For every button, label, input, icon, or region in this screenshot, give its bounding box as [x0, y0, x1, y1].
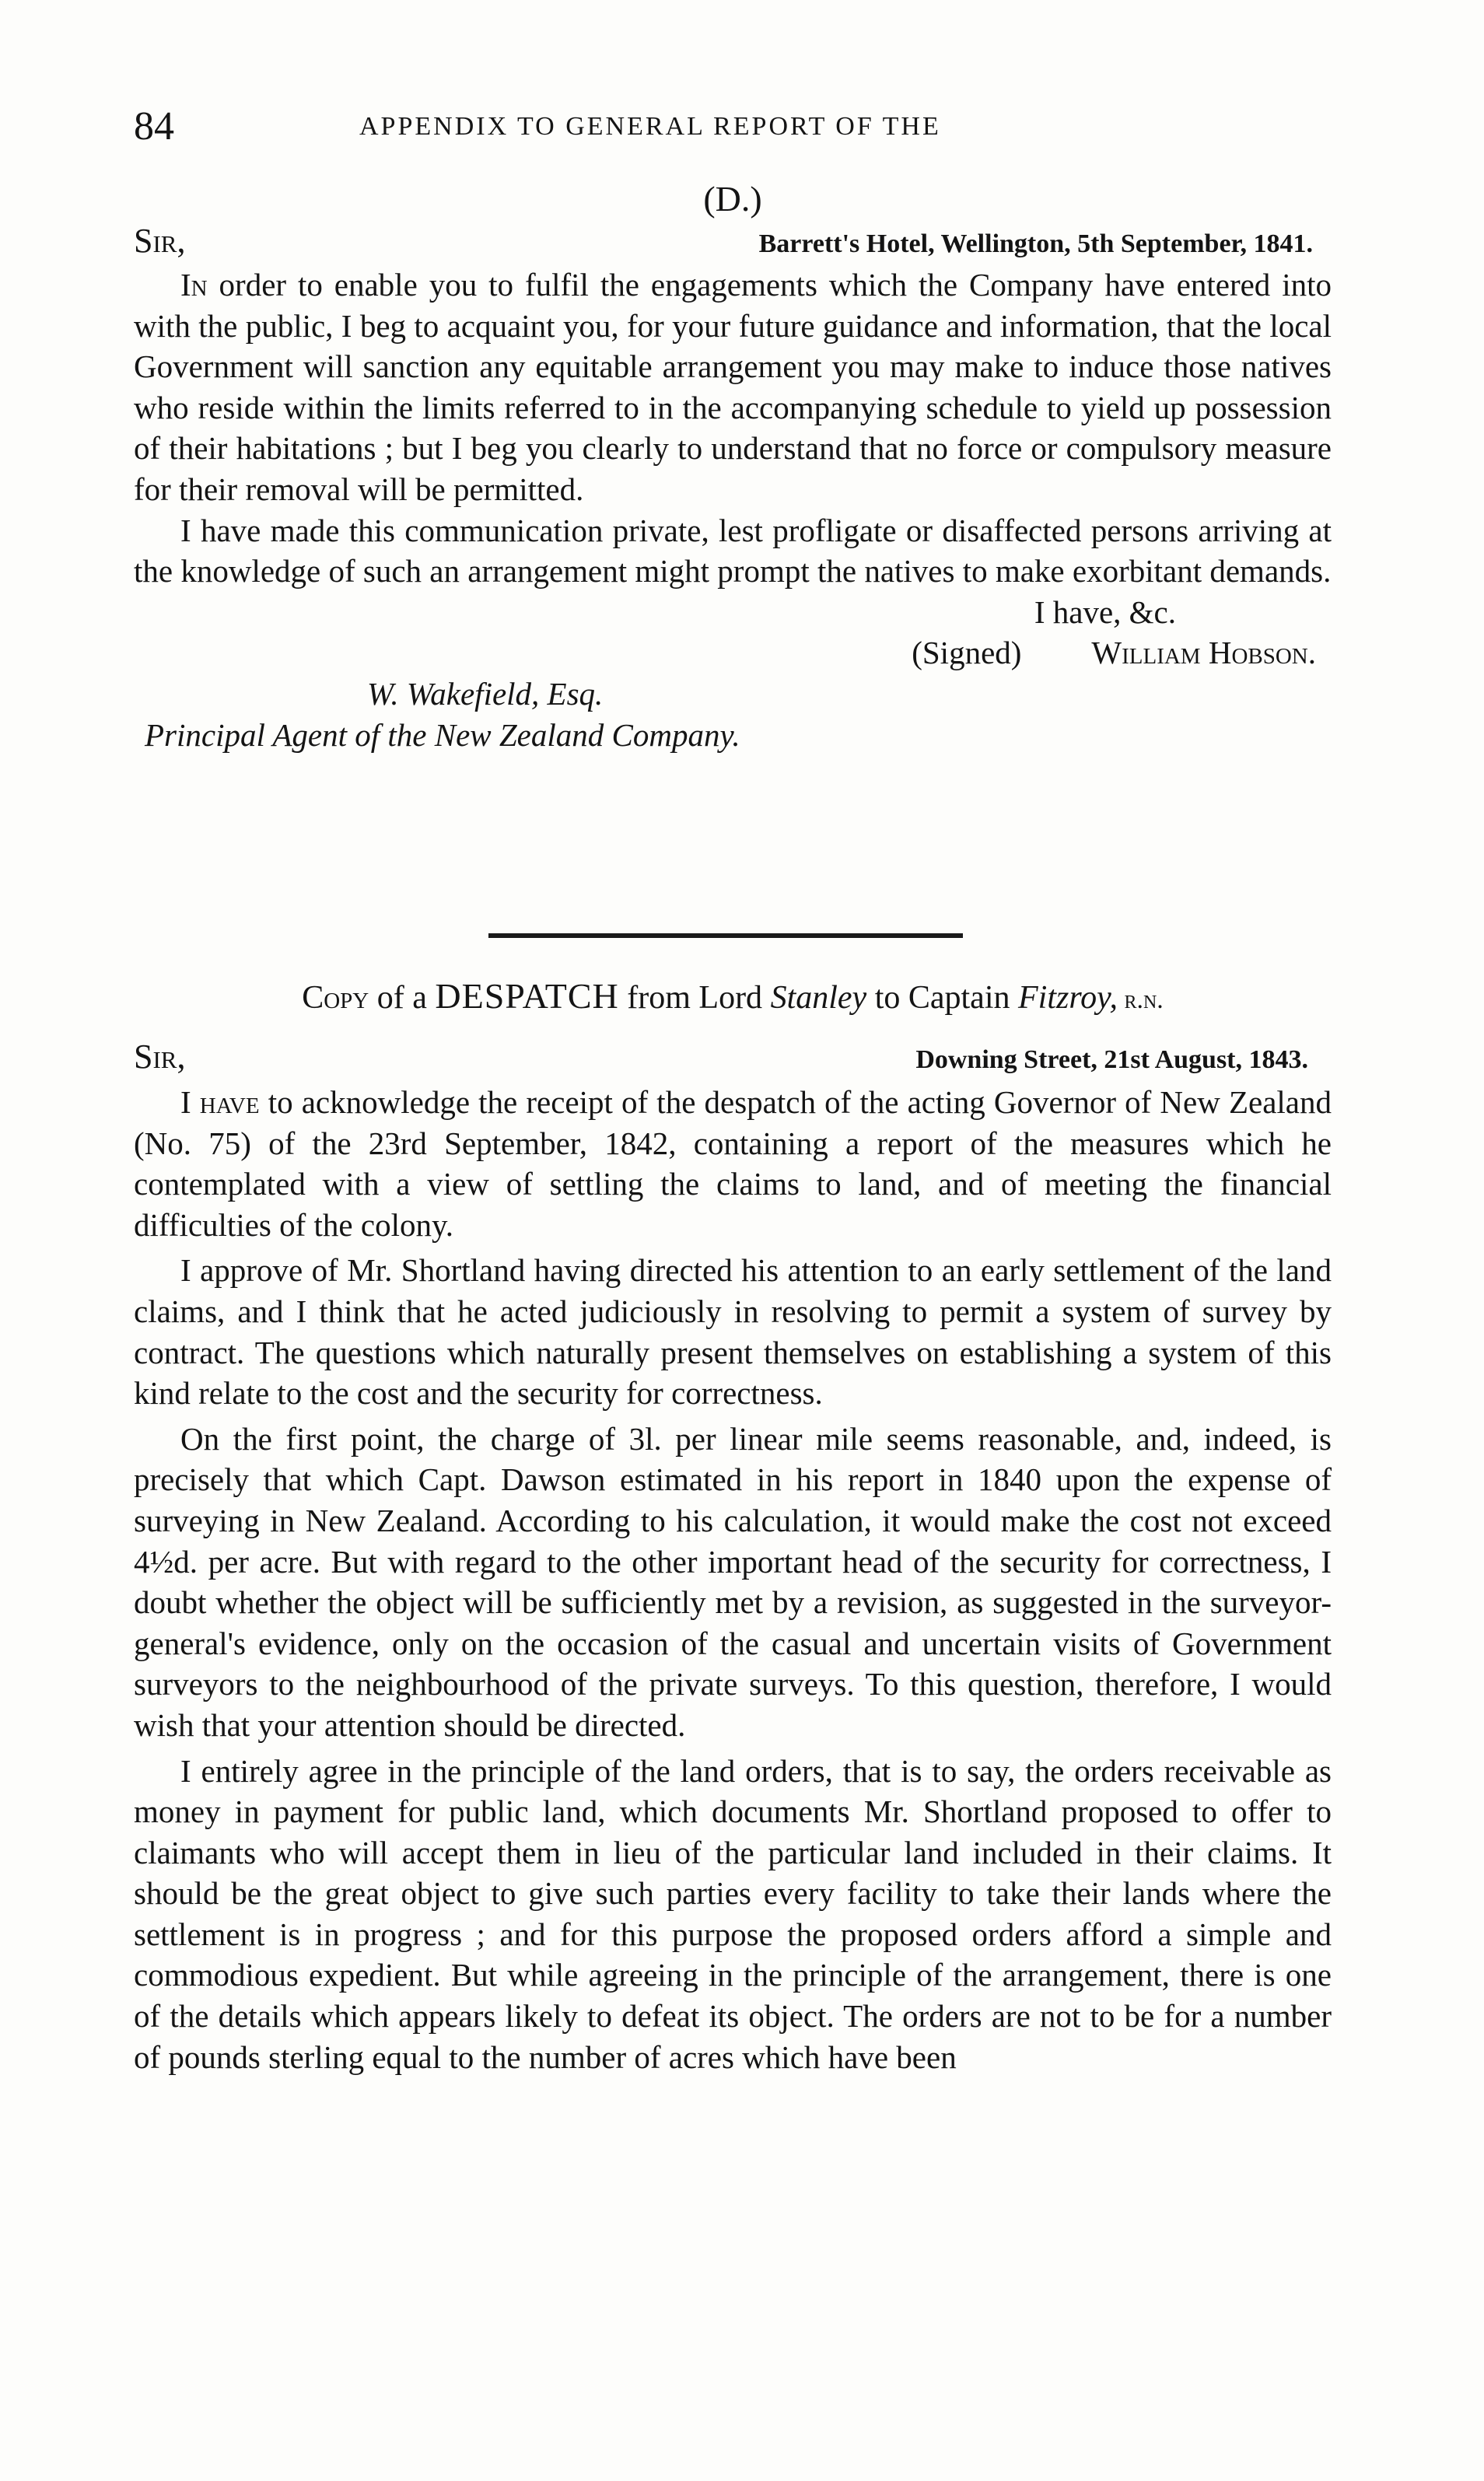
title-text: to Captain: [866, 980, 1018, 1016]
page-header: [134, 100, 1347, 154]
paragraph-text: order to enable you to fulfil the engagements which the Company have entered into with the public, I beg to acquaint you, for your future guidance and information, that the local Government will sanction any equitable arrangement you may make to induce those natives who reside within the limits referred to in the accompanying schedule to yield up possession of their habitations ; but I beg you clearly to understand that no force or compulsory measure for their removal will be permitted.: [134, 267, 1332, 507]
title-text: of a: [369, 980, 436, 1016]
despatch-title: [134, 971, 1332, 1026]
title-lord-name: Stanley: [770, 980, 867, 1016]
title-rank: r.n.: [1117, 985, 1164, 1014]
signature: William Hobson.: [1091, 635, 1316, 671]
section-divider: [488, 933, 963, 938]
paragraph: On the first point, the charge of 3l. per linear mile seems reasonable, and, indeed, is precisely that which Capt. Dawson estimated in his report in 1840 upon the expense of surveying in New Zealand. According to his calculation, it would make the cost not exceed 4½d. per acre. But with regard to the other important head of the security for correctness, I doubt whether the object will be sufficiently met by a revision, as suggested in the surveyor-general's evidence, only on the occasion of the casual and uncertain visits of Government surveyors to the neighbourhood of the private surveys. To this question, therefore, I would wish that your attention should be directed.: [134, 1420, 1332, 1743]
addressee-name: W. Wakefield, Esq.: [367, 675, 604, 712]
salutation: Sir,: [134, 222, 186, 260]
lead-word: I have: [180, 1084, 260, 1120]
dateline: Downing Street, 21st August, 1843.: [915, 1045, 1308, 1074]
paragraph: [134, 264, 1332, 510]
paragraph: I approve of Mr. Shortland having directed his attention to an early settlement of the land claims, and I think that he acted judiciously in resolving to permit a system of survey by contract. The questions which naturally present themselves on establishing a system of this kind relate to the cost and the security for correctness.: [134, 1252, 1332, 1412]
signature-line: [134, 632, 1332, 674]
letter-d: [134, 177, 1332, 755]
closing: I have, &c.: [1034, 593, 1176, 630]
section-label: (D.): [703, 179, 762, 219]
dateline: Barrett's Hotel, Wellington, 5th September, 1841.: [758, 229, 1313, 258]
page-number: 84: [134, 104, 174, 149]
salutation: Sir,: [134, 1038, 186, 1076]
lead-word: In: [180, 267, 208, 303]
paragraph: I have made this communication private, lest profligate or disaffected persons arriving at the knowledge of such an arrangement might prompt the natives to make exorbitant demands.: [134, 512, 1332, 590]
title-despatch: DESPATCH: [435, 976, 619, 1016]
letter-d-heading: [134, 221, 1332, 264]
title-captain-name: Fitzroy,: [1018, 980, 1118, 1016]
paragraph-text: to acknowledge the receipt of the despatch of the acting Governor of New Zealand (No. 75) of the 23rd September, 1842, containing a report of the measures which he contemplated with a view of settling the claims to land, and of meeting the financial difficulties of the colony.: [134, 1084, 1332, 1243]
title-copy: Copy: [302, 980, 369, 1016]
title-text: from Lord: [618, 980, 771, 1016]
signed-label: (Signed): [912, 635, 1022, 671]
running-head: APPENDIX TO GENERAL REPORT OF THE: [359, 112, 941, 141]
paragraph: I entirely agree in the principle of the land orders, that is to say, the orders receivable as money in payment for public land, which documents Mr. Shortland proposed to offer to claimants who will accept them in lieu of the particular land included in their claims. It should be the great object to give such parties every facility to take their lands where the settlement is in progress ; and for this purpose the proposed orders afford a simple and commodious expedient. But while agreeing in the principle of the arrangement, there is one of the details which appears likely to defeat its object. The orders are not to be for a number of pounds sterling equal to the number of acres which have been: [134, 1752, 1332, 2075]
despatch: [134, 971, 1332, 2077]
addressee-title: Principal Agent of the New Zealand Company.: [145, 716, 740, 753]
paragraph: [134, 1082, 1332, 1245]
despatch-heading: [134, 1035, 1332, 1082]
